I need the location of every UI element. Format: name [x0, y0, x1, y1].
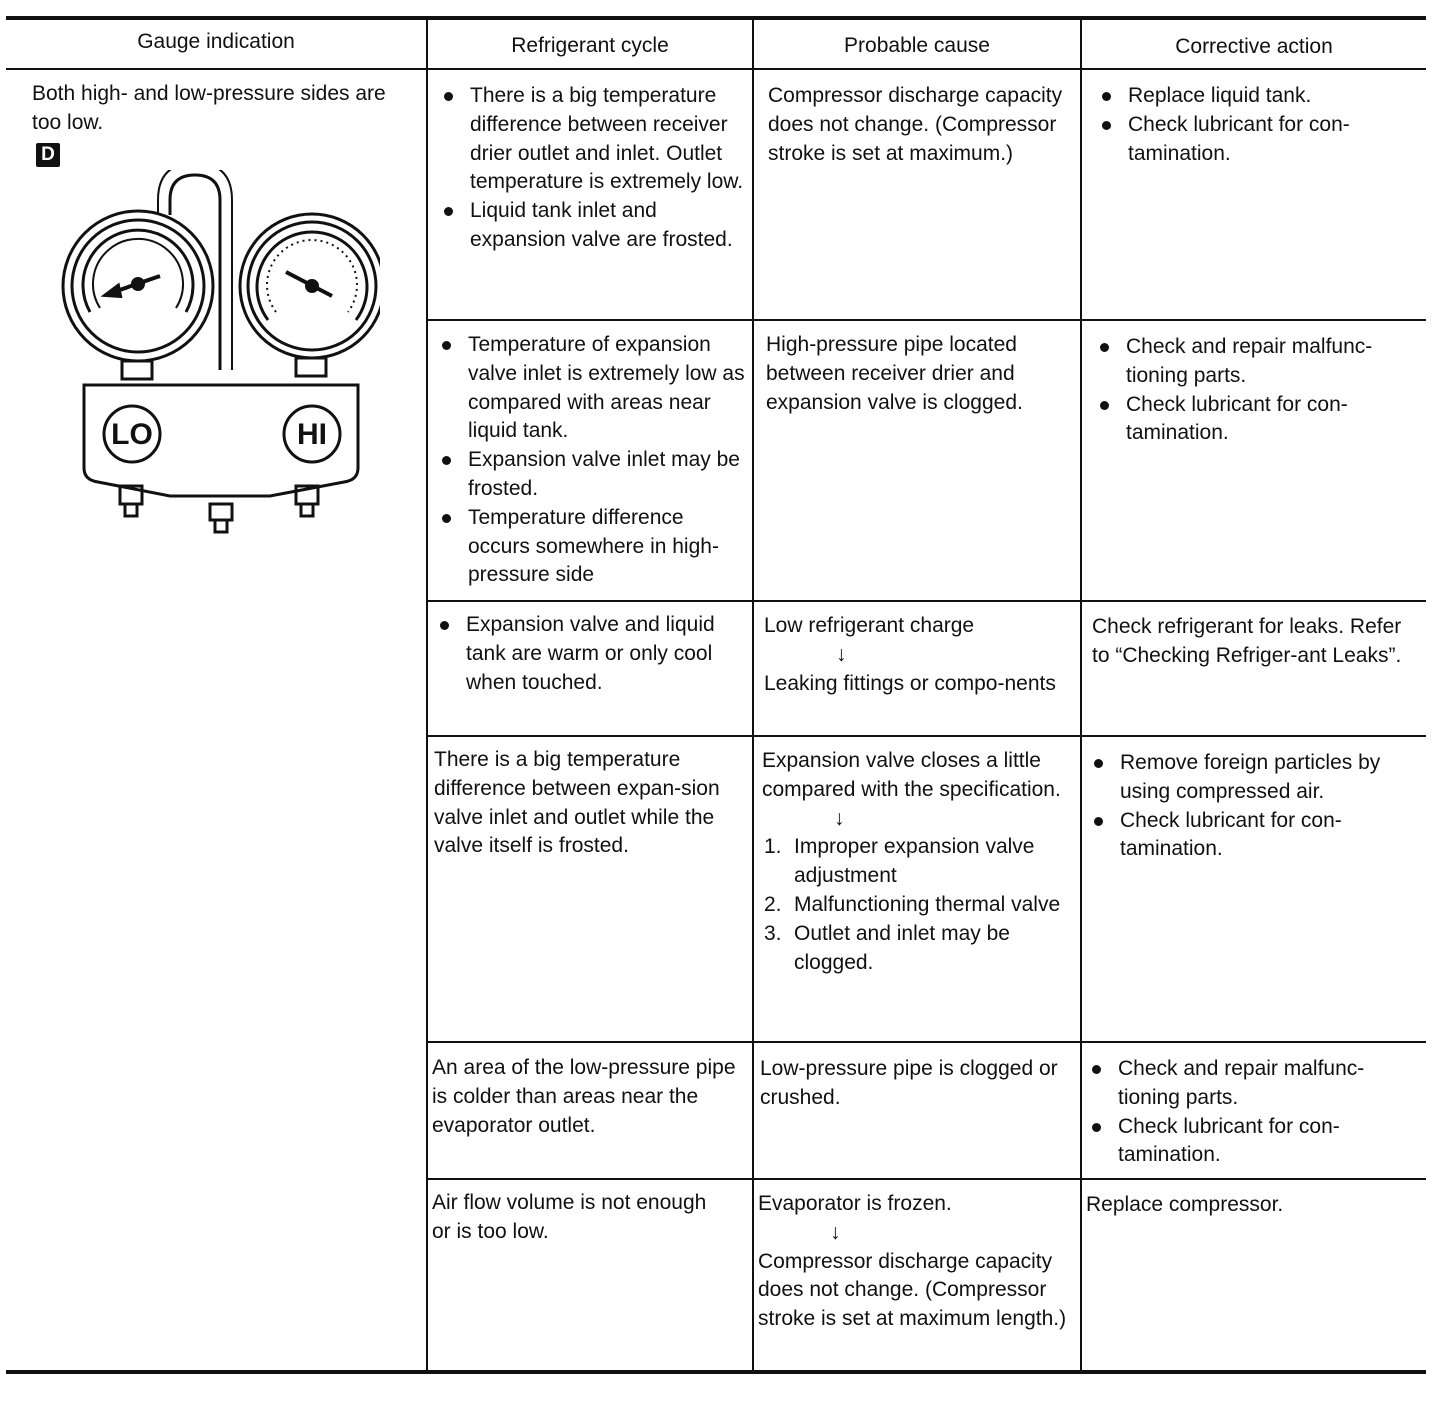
cause-line: Expansion valve closes a little compared with the specification. [762, 749, 1061, 801]
bullet-item: Remove foreign particles by using compressed air. [1088, 749, 1408, 807]
bullet-item: Check lubricant for con-tamination. [1088, 807, 1408, 865]
item-number: 1. [764, 835, 782, 859]
row-3-cause [764, 612, 1064, 698]
bullet-item: Check lubricant for con-tamination. [1086, 1113, 1412, 1171]
row-divider [426, 1178, 1426, 1180]
cause-line: Leaking fittings or compo-nents [764, 671, 1056, 695]
row-5-cause: Low-pressure pipe is clogged or crushed. [760, 1057, 1058, 1109]
row-2-cycle [436, 331, 748, 590]
item-text: Malfunctioning thermal valve [794, 892, 1061, 916]
row-4-cycle: There is a big temperature difference between expan-sion valve inlet and outlet while the valve itself is frosted. [434, 748, 720, 858]
row-5-cycle: An area of the low-pressure pipe is colder than areas near the evaporator outlet. [432, 1056, 736, 1137]
row-2-cause: High-pressure pipe located between receiver drier and expansion valve is clogged. [766, 333, 1023, 414]
manifold-gauge-icon [50, 170, 380, 540]
row-5-action [1086, 1055, 1412, 1170]
bullet-item: Replace liquid tank. [1096, 82, 1416, 111]
cause-line: Low refrigerant charge [764, 614, 975, 637]
item-text: Improper expansion valve adjustment [794, 835, 1035, 888]
bullet-item: Temperature of expansion valve inlet is extremely low as compared with areas near liquid tank. [436, 331, 748, 446]
hi-label: HI [297, 418, 327, 451]
row-1-cycle [438, 82, 750, 255]
lo-label: LO [111, 418, 153, 451]
row-3-action: Check refrigerant for leaks. Refer to “Checking Refriger-ant Leaks”. [1092, 615, 1402, 667]
header-probable-cause: Probable cause [844, 34, 990, 57]
column-divider [1080, 18, 1082, 1372]
down-arrow-icon: ↓ [830, 1220, 841, 1244]
row-4-action [1088, 749, 1408, 864]
row-6-cause [758, 1190, 1074, 1334]
item-text: Outlet and inlet may be clogged. [794, 921, 1010, 974]
row-divider [426, 1041, 1426, 1043]
bullet-item: Check lubricant for con-tamination. [1096, 111, 1416, 169]
bullet-item: There is a big temperature difference between receiver drier outlet and inlet. Outlet temperature is extremely low. [438, 82, 750, 197]
row-3-cycle [434, 611, 748, 697]
numbered-item [762, 891, 1074, 920]
bullet-item: Expansion valve and liquid tank are warm or only cool when touched. [434, 611, 748, 697]
row-6-cycle: Air flow volume is not enough or is too low. [432, 1191, 707, 1243]
gauge-badge: D [36, 143, 60, 167]
down-arrow-icon: ↓ [834, 806, 845, 830]
row-6-action: Replace compressor. [1086, 1193, 1284, 1216]
table-top-rule [6, 16, 1426, 20]
numbered-item [762, 833, 1074, 891]
row-divider [426, 735, 1426, 737]
bullet-item: Liquid tank inlet and expansion valve are frosted. [438, 197, 750, 255]
bullet-item: Check lubricant for con-tamination. [1094, 391, 1416, 449]
cause-line: Compressor discharge capacity does not change. (Compressor stroke is set at maximum length.) [758, 1249, 1067, 1331]
numbered-item [762, 920, 1074, 978]
row-divider [426, 600, 1426, 602]
cause-line: Evaporator is frozen. [758, 1192, 952, 1215]
column-divider [426, 18, 428, 1372]
row-1-cause: Compressor discharge capacity does not change. (Compressor stroke is set at maximum.) [768, 84, 1063, 165]
down-arrow-icon: ↓ [836, 642, 847, 666]
row-1-action [1096, 82, 1416, 168]
item-number: 3. [764, 921, 782, 945]
header-rule [6, 68, 1426, 70]
bullet-item: Temperature difference occurs somewhere in high- pressure side [436, 504, 748, 590]
bullet-item: Expansion valve inlet may be frosted. [436, 446, 748, 504]
bullet-item: Check and repair malfunc-tioning parts. [1094, 333, 1416, 391]
table-bottom-rule [6, 1370, 1426, 1374]
header-corrective-action: Corrective action [1175, 35, 1333, 58]
row-divider [426, 319, 1426, 321]
column-divider [752, 18, 754, 1372]
row-2-action [1094, 333, 1416, 448]
row-4-cause [762, 747, 1074, 977]
header-refrigerant-cycle: Refrigerant cycle [511, 34, 669, 57]
item-number: 2. [764, 892, 782, 916]
gauge-indication-text: Both high- and low-pressure sides are too low. [32, 82, 386, 134]
header-gauge-indication: Gauge indication [137, 30, 295, 53]
bullet-item: Check and repair malfunc-tioning parts. [1086, 1055, 1412, 1113]
